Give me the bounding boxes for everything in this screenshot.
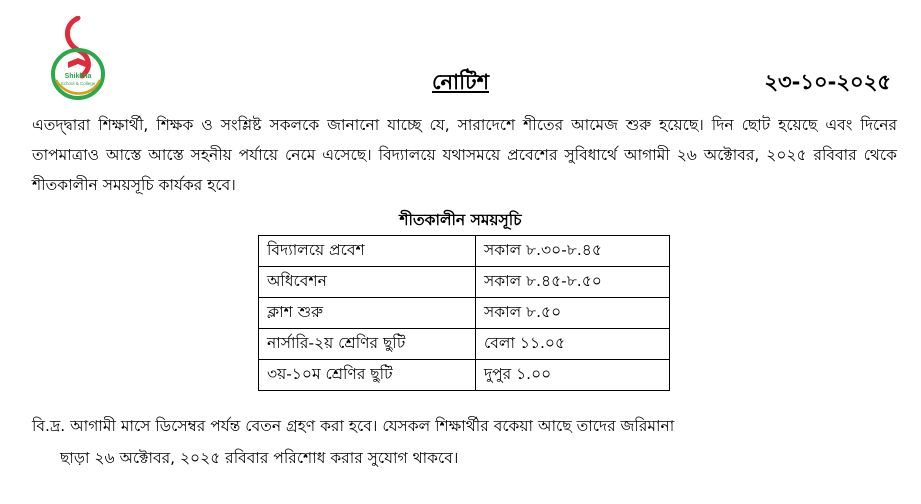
logo-subtitle: School & College	[60, 81, 96, 86]
footnote-line-2: ছাড়া ২৬ অক্টোবর, ২০২৫ রবিবার পরিশোধ করার সুযোগ থাকবে।	[60, 449, 459, 467]
schedule-time: সকাল ৮.৪৫-৮.৫০	[476, 267, 670, 298]
schedule-time: সকাল ৮.৫০	[476, 298, 670, 329]
schedule-event: ক্লাশ শুরু	[259, 298, 476, 329]
schedule-time: সকাল ৮.৩০-৮.৪৫	[476, 236, 670, 267]
schedule-table	[258, 235, 670, 391]
notice-date: ২৩-১০-২০২৫	[764, 70, 891, 94]
schedule-event: ৩য়-১০ম শ্রেণির ছুটি	[259, 360, 476, 391]
schedule-event: বিদ্যালয়ে প্রবেশ	[259, 236, 476, 267]
footnote	[32, 410, 897, 474]
schedule-time: দুপুর ১.০০	[476, 360, 670, 391]
schedule-title: শীতকালীন সময়সূচি	[399, 211, 522, 229]
notice-body: এতদ্দ্বারা শিক্ষার্থী, শিক্ষক ও সংশ্লিষ্ট সকলকে জানানো যাচ্ছে যে, সারাদেশে শীতের আমেজ শুরু হয়েছে। দিন ছোট হয়েছে এবং দিনের তাপমাত্রাও আস্তে আস্তে সহনীয় পর্যায়ে নেমে এসেছে। বিদ্যালয়ে যথাসময়ে প্রবেশের সুবিধার্থে আগামী ২৬ অক্টোবর, ২০২৫ রবিবার থেকে শীতকালীন সময়সূচি কার্যকর হবে।	[32, 116, 897, 194]
schedule-event: অধিবেশন	[259, 267, 476, 298]
table-row	[259, 236, 670, 267]
notice-title: নোটিশ	[431, 70, 490, 94]
schedule-event: নার্সারি-২য় শ্রেণির ছুটি	[259, 329, 476, 360]
footnote-line-1: বি.দ্র. আগামী মাসে ডিসেম্বর পর্যন্ত বেতন গ্রহণ করা হবে। যেসকল শিক্ষার্থীর বকেয়া আছে তাদের জরিমানা	[32, 417, 675, 435]
table-row	[259, 298, 670, 329]
table-row	[259, 329, 670, 360]
table-row	[259, 360, 670, 391]
table-row	[259, 267, 670, 298]
schedule-time: বেলা ১১.০৫	[476, 329, 670, 360]
logo-name: Shikkha	[64, 73, 92, 80]
